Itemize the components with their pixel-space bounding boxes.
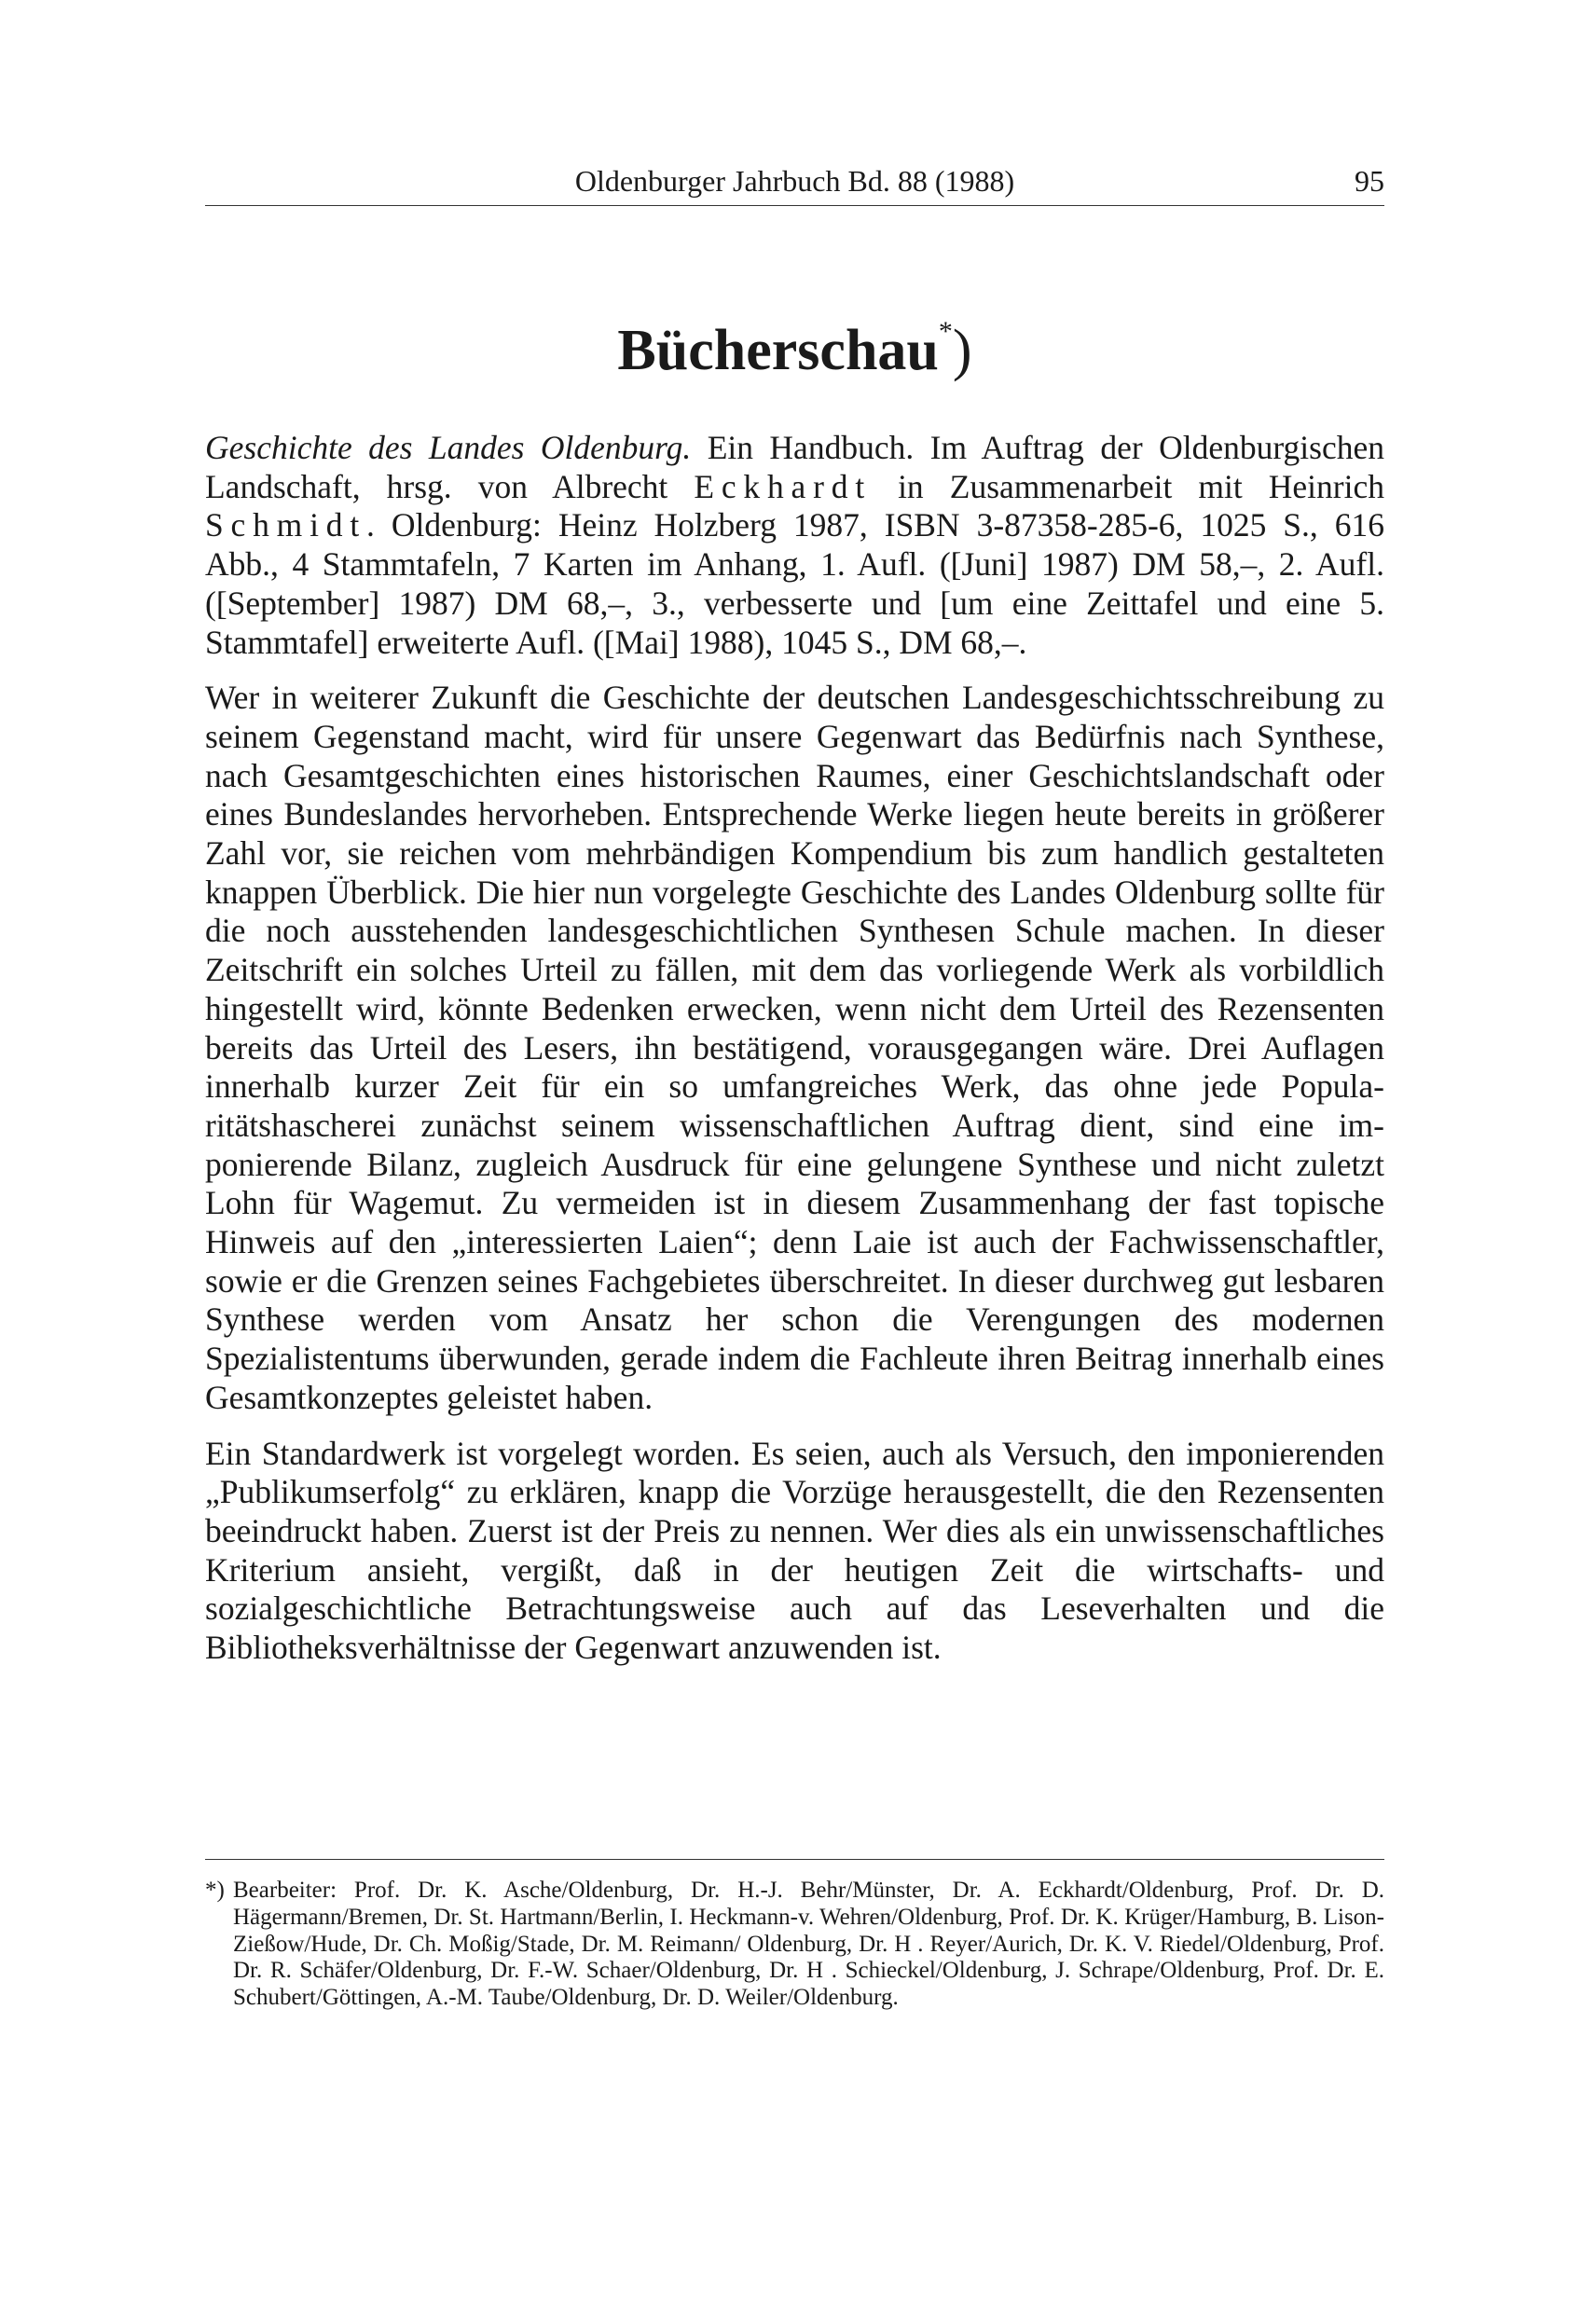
review-body [205, 429, 1384, 1668]
editor-name-1: Eckhardt [694, 467, 872, 505]
page-number: 95 [1355, 164, 1384, 198]
editor-name-2: Schmidt [205, 506, 367, 544]
section-title-text: Bücherschau [617, 319, 939, 382]
running-title: Oldenburger Jahrbuch Bd. 88 (1988) [574, 164, 1015, 198]
footnote-divider [205, 1859, 1384, 1860]
book-title: Geschichte des Landes Oldenburg. [205, 429, 692, 466]
footnote-marker: *) [205, 1878, 225, 1903]
footnote-mark: * [938, 316, 953, 347]
footnote-mark-paren: ) [952, 319, 972, 382]
entry-text-2: in Zusammenarbeit mit Heinrich [872, 467, 1384, 505]
page-header [205, 157, 1384, 206]
entry-text-3: . Oldenburg: Heinz Holzberg 1987, ISBN 3-87358-285-6, 1025 S., 616 Abb., 4 Stammtafeln, 7 Karten im Anhang, 1. Aufl. ([Juni] 1987) DM 58,–, 2. Aufl. ([September] 1987) DM 68,–, 3., verbesserte und [um eine Zeittafel und eine 5. Stammtafel] erweiterte Aufl. ([Mai] 1988), 1045 S., DM 68,–. [205, 506, 1384, 661]
section-title [205, 313, 1384, 388]
footnote-text: Bearbeiter: Prof. Dr. K. Asche/Oldenburg, Dr. H.-J. Behr/Münster, Dr. A. Eckhardt/Oldenburg, Prof. Dr. D. Hägermann/Bremen, Dr. St. Hartmann/Berlin, I. Heckmann-v. Wehren/Oldenburg, Prof. Dr. K. Krüger/Hamburg, B. Lison-Zießow/Hude, Dr. Ch. Moßig/Stade, Dr. M. Reimann/ Oldenburg, Dr. H . Reyer/Aurich, Dr. K. V. Riedel/Oldenburg, Prof. Dr. R. Schäfer/Oldenburg, Dr. F.-W. Schaer/Oldenburg, Dr. H . Schieckel/Oldenburg, J. Schrape/Oldenburg, Prof. Dr. E. Schubert/Göttingen, A.-M. Taube/Oldenburg, Dr. D. Weiler/Oldenburg. [233, 1878, 1384, 2011]
bibliographic-entry [205, 429, 1384, 662]
footnote [205, 1878, 1384, 2012]
entry-text-1: Ein Handbuch. Im Auftrag der Oldenburgischen Landschaft, hrsg. von Albrecht [205, 429, 1384, 505]
paragraph: Wer in weiterer Zukunft die Geschichte der deutschen Landesgeschichtsschreibung zu seinem Gegenstand macht, wird für unsere Gegenwart das Bedürfnis nach Synthese, nach Gesamtgeschichten eines historischen Raumes, einer Geschichtslandschaft oder eines Bundeslandes hervorheben. Entsprechende Werke liegen heute bereits in größerer Zahl vor, sie reichen vom mehrbändigen Kompendium bis zum handlich gestalteten knappen Überblick. Die hier nun vorgelegte Geschichte des Landes Oldenburg sollte für die noch ausstehenden landesgeschichtlichen Synthesen Schule machen. In dieser Zeitschrift ein solches Urteil zu fällen, mit dem das vorliegende Werk als vorbildlich hingestellt wird, könnte Bedenken erwecken, wenn nicht dem Urteil des Rezensenten bereits das Urteil des Lesers, ihn bestätigend, vorausgegangen wäre. Drei Auflagen innerhalb kurzer Zeit für ein so umfangreiches Werk, das ohne jede Popularitätshascherei zunächst seinem wissenschaftlichen Auftrag dient, sind eine imponierende Bilanz, zugleich Ausdruck für eine gelungene Synthese und nicht zuletzt Lohn für Wagemut. Zu vermeiden ist in diesem Zusammenhang der fast topische Hinweis auf den „interessierten Laien“; denn Laie ist auch der Fachwissenschaftler, sowie er die Grenzen seines Fachgebietes überschreitet. In dieser durchweg gut lesbaren Synthese werden vom Ansatz her schon die Verengungen des modernen Spezialistentums überwunden, gerade indem die Fachleute ihren Beitrag innerhalb eines Gesamtkonzeptes geleistet haben. [205, 679, 1384, 1416]
paragraph: Ein Standardwerk ist vorgelegt worden. Es seien, auch als Versuch, den imponierenden „Publikumserfolg“ zu erklären, knapp die Vorzüge herausgestellt, die den Rezensenten beeindruckt haben. Zuerst ist der Preis zu nennen. Wer dies als ein unwissenschaftliches Kriterium ansieht, vergißt, daß in der heutigen Zeit die wirtschafts- und sozialgeschichtliche Betrachtungsweise auch auf das Leseverhalten und die Bibliotheksverhältnisse der Gegenwart anzuwenden ist. [205, 1434, 1384, 1667]
